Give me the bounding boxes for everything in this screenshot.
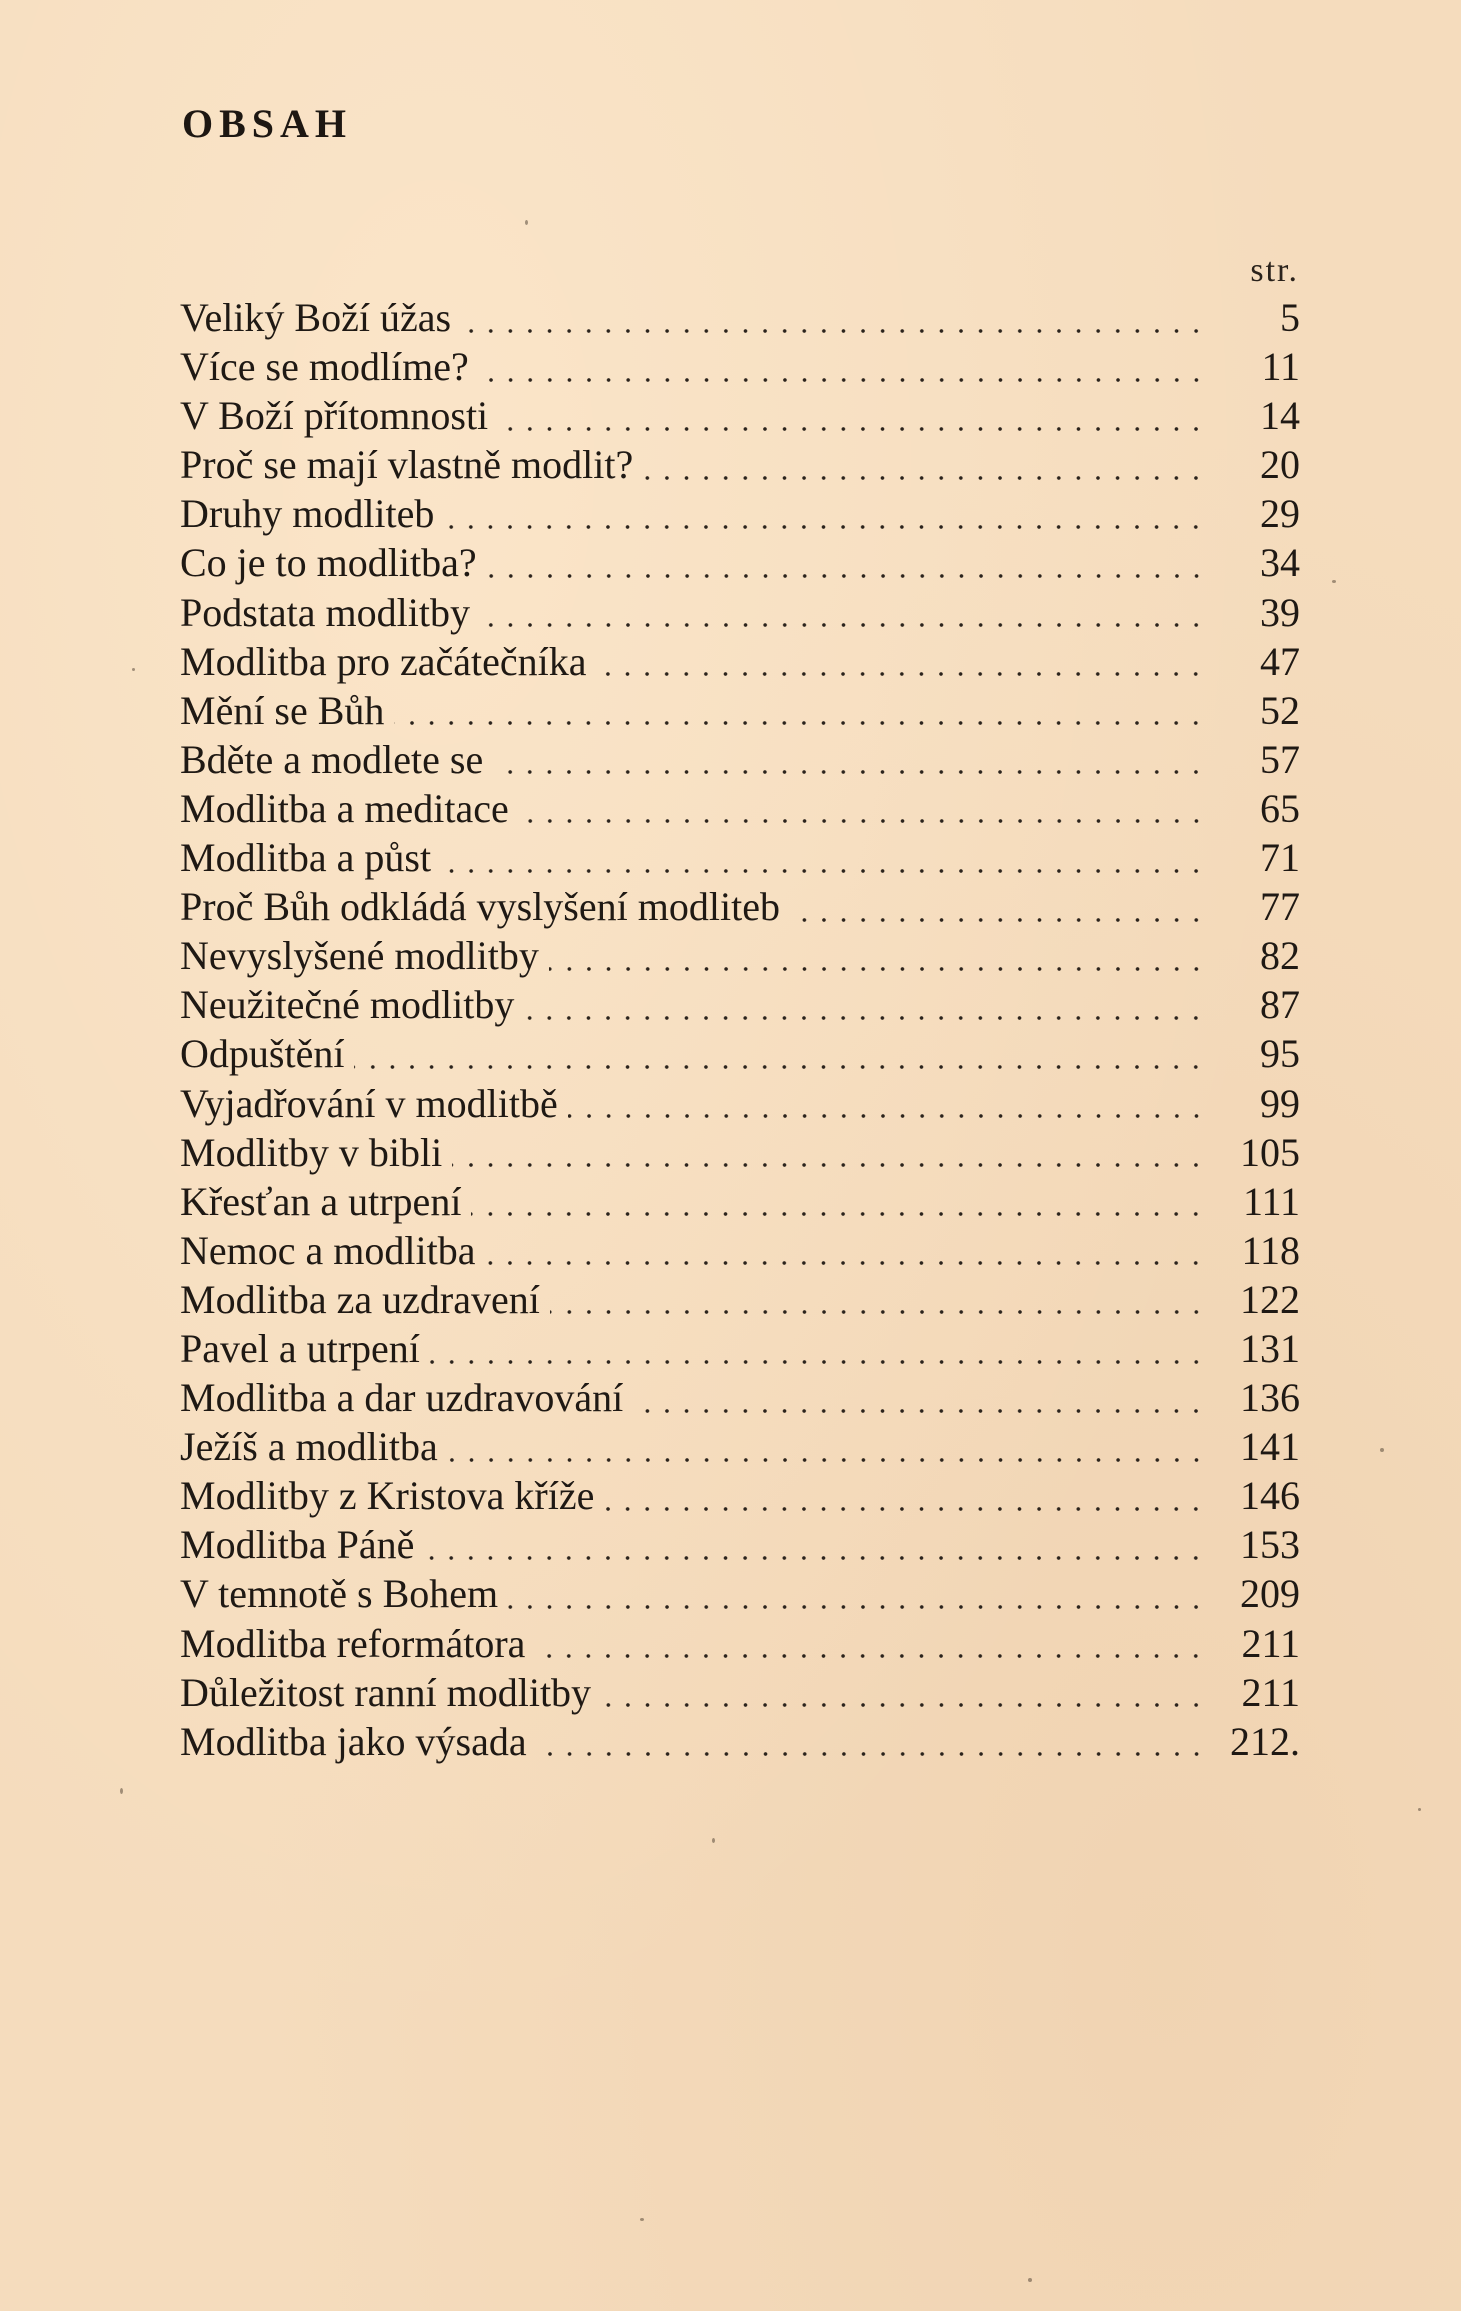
toc-entry-page-number: 47 [1260,638,1300,684]
toc-entry [180,1178,1300,1227]
paper-speck [1028,2278,1032,2282]
dot-leader [479,377,1206,383]
toc-entry-page-number: 122 [1240,1276,1300,1322]
toc-entry-title: Ježíš a modlitba [180,1424,438,1470]
dot-leader [498,426,1206,432]
toc-entry [180,932,1300,981]
toc-entry-title: Bděte a modlete se [180,736,484,782]
toc-entry [180,1570,1300,1619]
toc-entry-title: Veliký Boží úžas [180,295,452,340]
toc-entry-page-number: 212. [1230,1718,1300,1764]
toc-entry-title: Modlitba reformátora [180,1620,526,1666]
toc-entry-title: Vyjadřování v modlitbě [180,1080,558,1126]
toc-entry-page-number: 57 [1260,736,1300,782]
toc-entry-title: Mění se Bůh [180,687,385,733]
toc-entry-page-number: 20 [1260,442,1300,488]
toc-entry [180,1620,1300,1669]
toc-entry [180,392,1300,441]
dot-leader [519,818,1206,824]
toc-entry [180,883,1300,932]
toc-entry [180,638,1300,687]
toc-entry [180,490,1300,539]
dot-leader [461,328,1206,334]
toc-entry-title: Modlitba a meditace [180,785,509,831]
toc-entry-title: Co je to modlitba? [180,540,477,586]
toc-entry-page-number: 211 [1241,1669,1300,1715]
toc-entry [180,1325,1300,1374]
toc-entry [180,294,1300,343]
dot-leader [485,1260,1206,1266]
dot-leader [441,868,1206,874]
dot-leader [596,671,1206,677]
dot-leader [444,524,1206,530]
paper-speck [132,668,135,671]
toc-entry-title: Modlitba jako výsada [180,1718,527,1764]
toc-entry-title: Nemoc a modlitba [180,1227,476,1273]
dot-leader [790,917,1206,923]
dot-leader [452,1162,1206,1168]
toc-entry [180,1669,1300,1718]
paper-speck [712,1838,715,1843]
toc-entry-page-number: 52 [1260,687,1300,733]
toc-entry-title: Pavel a utrpení [180,1325,420,1371]
toc-entry-title: Modlitby v bibli [180,1129,443,1175]
toc-entry [180,1521,1300,1570]
toc-entry-page-number: 29 [1260,491,1300,537]
toc-entry-page-number: 99 [1260,1080,1300,1126]
toc-entry-title: Křesťan a utrpení [180,1178,462,1224]
toc-entry-page-number: 14 [1260,393,1300,439]
toc-entry-page-number: 11 [1261,344,1300,390]
toc-entry-page-number: 77 [1260,884,1300,930]
toc-entry [180,981,1300,1030]
dot-leader [480,622,1206,628]
toc-entry-title: Více se modlíme? [180,344,469,390]
toc-entry-page-number: 71 [1260,835,1300,881]
toc-entry [180,1423,1300,1472]
dot-leader [604,1506,1206,1512]
toc-entry [180,785,1300,834]
toc-entry-page-number: 65 [1260,785,1300,831]
toc-entry-page-number: 211 [1241,1620,1300,1666]
dot-leader [568,1113,1206,1119]
toc-entry-title: Modlitby z Kristova kříže [180,1473,595,1519]
table-of-contents [180,294,1300,1767]
dot-leader [430,1359,1206,1365]
paper-speck [120,1788,123,1794]
dot-leader [537,1751,1206,1757]
toc-entry [180,1227,1300,1276]
dot-leader [394,720,1206,726]
toc-entry-page-number: 105 [1240,1129,1300,1175]
page-number-column-label: str. [1250,252,1299,289]
toc-entry-title: Modlitba pro začátečníka [180,638,587,684]
dot-leader [487,573,1206,579]
toc-entry-page-number: 34 [1260,540,1300,586]
paper-speck [1418,1808,1421,1811]
toc-entry-page-number: 111 [1242,1178,1300,1224]
toc-entry [180,736,1300,785]
dot-leader [471,1211,1206,1217]
dot-leader [549,966,1206,972]
toc-entry [180,687,1300,736]
toc-entry-page-number: 136 [1240,1375,1300,1421]
toc-entry-title: Modlitba a půst [180,835,432,881]
toc-entry [180,343,1300,392]
toc-entry-title: Proč se mají vlastně modlit? [180,442,634,488]
dot-leader [508,1604,1206,1610]
toc-entry-title: Modlitba a dar uzdravování [180,1375,624,1421]
dot-leader [535,1653,1206,1659]
toc-entry [180,1374,1300,1423]
toc-entry-title: Modlitba za uzdravení [180,1276,540,1322]
toc-entry-page-number: 95 [1260,1031,1300,1077]
dot-leader [354,1064,1206,1070]
toc-entry-page-number: 209 [1240,1571,1300,1617]
dot-leader [550,1309,1206,1315]
toc-entry-page-number: 87 [1260,982,1300,1028]
paper-speck [640,2218,644,2221]
page-heading: OBSAH [182,101,353,146]
paper-speck [525,220,528,225]
toc-entry-title: Důležitost ranní modlitby [180,1669,592,1715]
toc-entry [180,589,1300,638]
toc-entry [180,1030,1300,1079]
dot-leader [424,1555,1206,1561]
toc-entry-title: Nevyslyšené modlitby [180,933,539,979]
dot-leader [601,1702,1206,1708]
toc-entry-page-number: 5 [1280,295,1300,340]
toc-entry-title: V temnotě s Bohem [180,1571,499,1617]
toc-entry-title: Neužitečné modlitby [180,982,515,1028]
toc-entry-page-number: 39 [1260,589,1300,635]
toc-entry [180,1472,1300,1521]
toc-entry [180,1129,1300,1178]
toc-entry-title: Druhy modliteb [180,491,435,537]
dot-leader [524,1015,1206,1021]
toc-entry-title: Podstata modlitby [180,589,470,635]
dot-leader [643,475,1206,481]
toc-entry-page-number: 146 [1240,1473,1300,1519]
toc-entry [180,539,1300,588]
toc-entry-page-number: 131 [1240,1325,1300,1371]
toc-entry [180,1080,1300,1129]
toc-entry-page-number: 82 [1260,933,1300,979]
paper-speck [1332,580,1336,583]
toc-entry-page-number: 141 [1240,1424,1300,1470]
toc-entry-page-number: 118 [1241,1227,1300,1273]
toc-entry-title: Proč Bůh odkládá vyslyšení modliteb [180,884,780,930]
toc-entry [180,834,1300,883]
toc-entry [180,441,1300,490]
dot-leader [633,1408,1206,1414]
toc-entry-page-number: 153 [1240,1522,1300,1568]
toc-entry-title: Odpuštění [180,1031,345,1077]
dot-leader [493,769,1206,775]
paper-speck [1380,1448,1384,1452]
dot-leader [448,1457,1206,1463]
toc-entry [180,1276,1300,1325]
toc-entry-title: V Boží přítomnosti [180,393,489,439]
toc-entry [180,1718,1300,1767]
toc-entry-title: Modlitba Páně [180,1522,415,1568]
